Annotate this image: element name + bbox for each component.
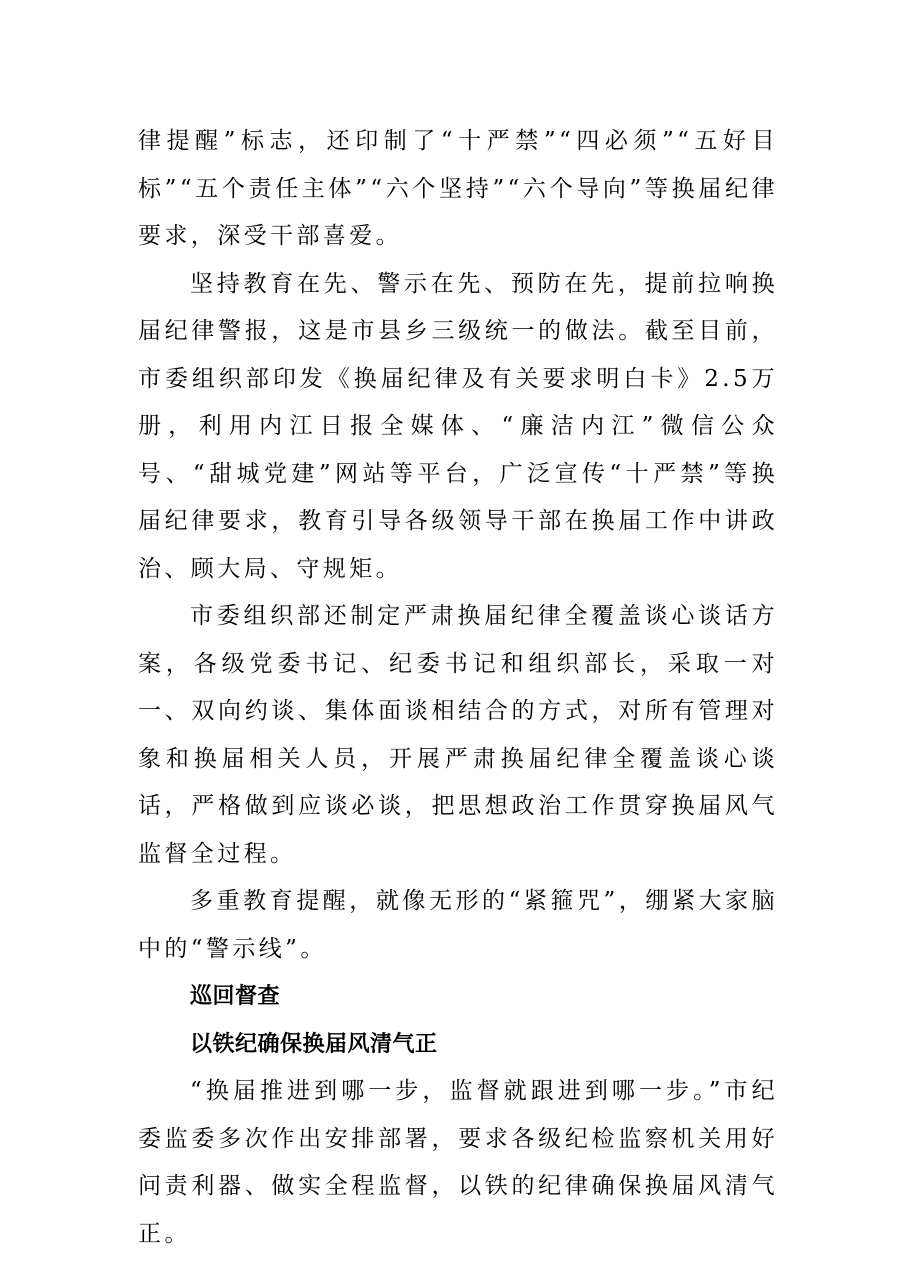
section-heading-inspection: 巡回督查 <box>190 984 281 1009</box>
paragraph-reminder-summary: 多重教育提醒，就像无形的“紧箍咒”，绷紧大家脑中的“警示线”。 <box>138 888 778 962</box>
paragraph-continuation: 律提醒”标志，还印制了“十严禁”“四必须”“五好目标”“五个责任主体”“六个坚持”“六个导向”等换届纪律要求，深受干部喜爱。 <box>138 128 778 249</box>
paragraph-supervision: “换届推进到哪一步，监督就跟进到哪一步。”市纪委监委多次作出安排部署，要求各级纪检监察机关用好问责利器、做实全程监督，以铁的纪律确保换届风清气正。 <box>138 1078 778 1247</box>
document-body <box>138 118 778 1258</box>
paragraph-education-first: 坚持教育在先、警示在先、预防在先，提前拉响换届纪律警报，这是市县乡三级统一的做法。截至目前，市委组织部印发《换届纪律及有关要求明白卡》2.5万册，利用内江日报全媒体、“廉洁内江”微信公众号、“甜城党建”网站等平台，广泛宣传“十严禁”等换届纪律要求，教育引导各级领导干部在换届工作中讲政治、顾大局、守规矩。 <box>138 270 778 582</box>
section-heading-iron-discipline: 以铁纪确保换届风清气正 <box>190 1031 438 1057</box>
paragraph-talk-plan: 市委组织部还制定严肃换届纪律全覆盖谈心谈话方案，各级党委书记、纪委书记和组织部长，采取一对一、双向约谈、集体面谈相结合的方式，对所有管理对象和换届相关人员，开展严肃换届纪律全覆盖谈心谈话，严格做到应谈必谈，把思想政治工作贯穿换届风气监督全过程。 <box>138 603 778 867</box>
